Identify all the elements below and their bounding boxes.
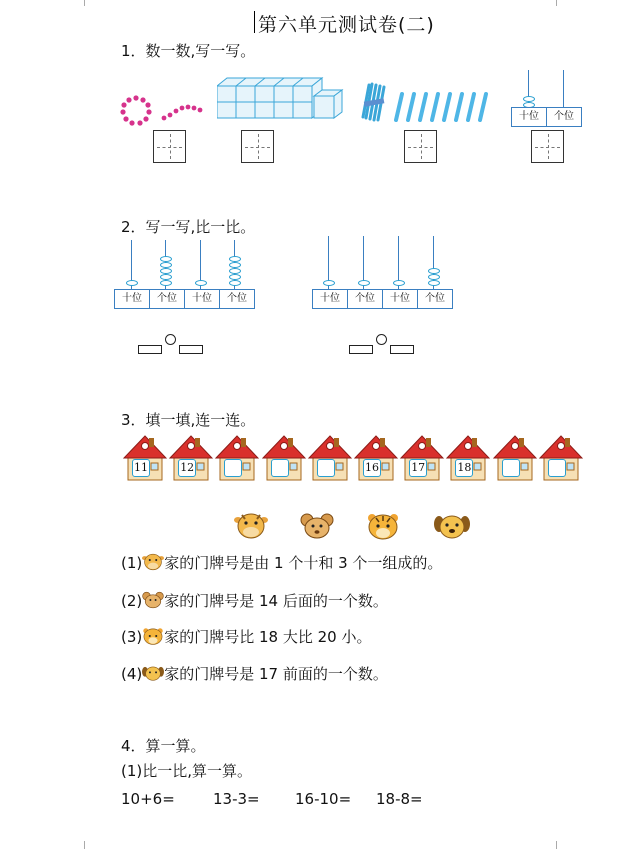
corner-mark [556, 841, 565, 849]
statement-prefix: (3) [121, 628, 143, 646]
statement-prefix: (4) [121, 665, 143, 683]
answer-blank[interactable] [138, 345, 162, 354]
place-value-label: 十位 [115, 290, 150, 308]
place-value-label: 个位 [348, 290, 383, 308]
answer-box[interactable] [404, 130, 437, 163]
statement-text: 家的门牌号是 17 前面的一个数。 [164, 665, 388, 683]
stick-bundle-icon [358, 80, 388, 124]
title-text: 第六单元测试卷(二) [258, 14, 435, 36]
house [169, 432, 213, 482]
statement-1 [121, 552, 442, 573]
tiger-face-icon [142, 626, 164, 646]
house-number[interactable] [271, 459, 289, 477]
house [354, 432, 398, 482]
abacus-bead [195, 280, 207, 286]
statement-3 [121, 626, 372, 647]
question-4-label: 4．算一算。 [121, 737, 206, 755]
loose-sticks-icon [392, 90, 498, 124]
house [539, 432, 583, 482]
answer-box[interactable] [531, 130, 564, 163]
place-value-table [312, 289, 453, 309]
place-value-label: 个位 [150, 290, 185, 308]
place-value-table [511, 107, 582, 127]
question-4-sub-label: (1)比一比,算一算。 [121, 762, 253, 780]
house [493, 432, 537, 482]
house [262, 432, 306, 482]
abacus-bead [229, 280, 241, 286]
house-number: 12 [178, 459, 196, 477]
house [123, 432, 167, 482]
abacus-rod [563, 70, 564, 108]
question-3-label: 3．填一填,连一连。 [121, 411, 256, 429]
expression: 16-10= [295, 790, 352, 808]
unit-cubes-icon [217, 76, 347, 128]
abacus-bead [393, 280, 405, 286]
compare-circle[interactable] [376, 334, 387, 345]
place-value-label: 十位 [383, 290, 418, 308]
dog-face-icon [142, 663, 164, 683]
abacus-bead [428, 280, 440, 286]
bead-string-icon [160, 100, 204, 124]
compare-circle[interactable] [165, 334, 176, 345]
answer-blank[interactable] [349, 345, 373, 354]
question-1-label: 1．数一数,写一写。 [121, 42, 256, 60]
place-value-label: 个位 [227, 293, 247, 304]
answer-box[interactable] [153, 130, 186, 163]
expression: 18-8= [376, 790, 423, 808]
corner-mark [556, 0, 565, 6]
statement-2 [121, 590, 388, 611]
corner-mark [76, 841, 85, 849]
text-cursor [254, 11, 255, 33]
abacus-bead [323, 280, 335, 286]
house-number: 11 [132, 459, 150, 477]
place-value-label: 十位 [313, 290, 348, 308]
expression: 10+6= [121, 790, 175, 808]
cow-face-icon [142, 552, 164, 572]
corner-mark [76, 0, 85, 6]
place-value-label: 个位 [425, 293, 445, 304]
house-number: 16 [363, 459, 381, 477]
statement-text: 家的门牌号比 18 大比 20 小。 [164, 628, 372, 646]
mouse-face-icon [300, 512, 334, 540]
dog-face-icon [434, 512, 470, 540]
place-value-label: 个位 [554, 111, 574, 122]
statement-prefix: (2) [121, 592, 143, 610]
house-number: 18 [455, 459, 473, 477]
house [446, 432, 490, 482]
place-value-label: 十位 [512, 108, 547, 126]
house-number: 17 [409, 459, 427, 477]
question-2-label: 2．写一写,比一比。 [121, 218, 256, 236]
statement-prefix: (1) [121, 554, 143, 572]
abacus-bead [160, 280, 172, 286]
expression: 13-3= [213, 790, 260, 808]
abacus-bead [126, 280, 138, 286]
house-number[interactable] [224, 459, 242, 477]
house-number[interactable] [502, 459, 520, 477]
house [308, 432, 352, 482]
answer-blank[interactable] [179, 345, 203, 354]
cow-face-icon [234, 512, 268, 540]
statement-text: 家的门牌号是由 1 个十和 3 个一组成的。 [164, 554, 443, 572]
bead-circle-icon [118, 94, 154, 128]
statement-4 [121, 663, 388, 684]
answer-blank[interactable] [390, 345, 414, 354]
statement-text: 家的门牌号是 14 后面的一个数。 [164, 592, 388, 610]
abacus-bead [358, 280, 370, 286]
tiger-face-icon [366, 512, 400, 540]
house [215, 432, 259, 482]
answer-box[interactable] [241, 130, 274, 163]
mouse-face-icon [142, 590, 164, 610]
place-value-table [114, 289, 255, 309]
house-number[interactable] [317, 459, 335, 477]
house-number[interactable] [548, 459, 566, 477]
page-title [258, 10, 435, 37]
house [400, 432, 444, 482]
place-value-label: 十位 [185, 290, 220, 308]
